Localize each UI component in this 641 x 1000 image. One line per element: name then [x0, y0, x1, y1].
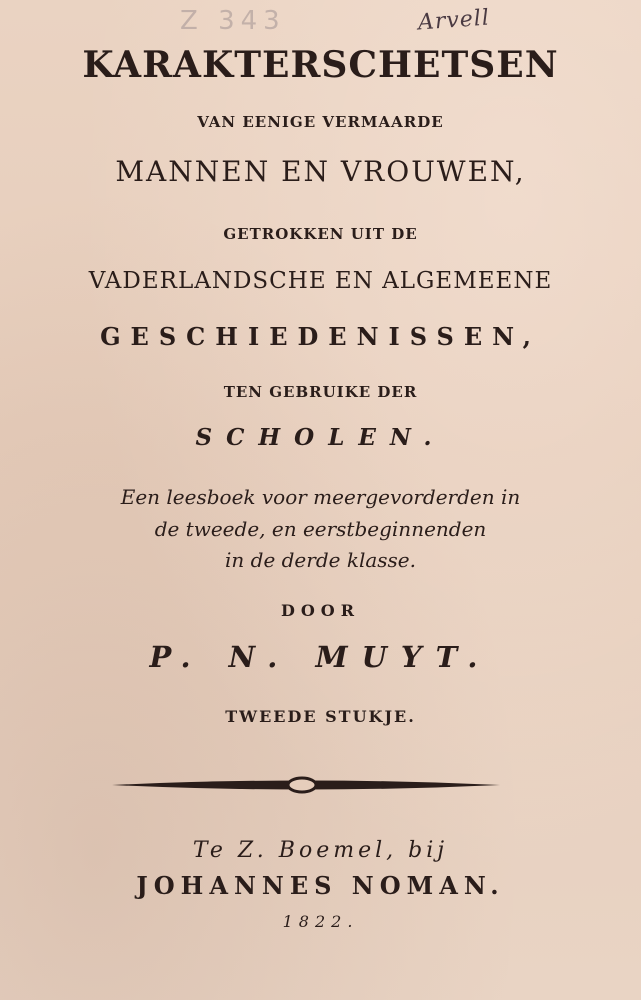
shelf-mark: Z 343 — [180, 6, 286, 36]
ownership-signature: Arvell — [417, 5, 491, 36]
book-title: KARAKTERSCHETSEN — [82, 44, 559, 86]
ornamental-rule — [110, 772, 502, 798]
volume-label: TWEEDE STUKJE. — [225, 707, 416, 726]
title-line-5: VADERLANDSCHE EN ALGEMEENE — [88, 268, 553, 294]
by-label: DOOR — [280, 601, 361, 620]
imprint-year: 1822. — [282, 912, 359, 931]
subtitle-line-1: Een leesboek voor meergevorderden in — [120, 485, 521, 509]
subtitle-line-3: in de derde klasse. — [225, 548, 416, 572]
author-name: P. N. MUYT. — [149, 640, 492, 674]
title-line-6: GESCHIEDENISSEN, — [100, 322, 541, 351]
title-line-3: MANNEN EN VROUWEN, — [115, 155, 526, 188]
imprint-publisher: JOHANNES NOMAN. — [136, 871, 505, 900]
title-line-7: TEN GEBRUIKE DER — [223, 383, 418, 401]
title-line-4: GETROKKEN UIT DE — [223, 225, 418, 243]
title-line-2: VAN EENIGE VERMAARDE — [197, 113, 444, 131]
subtitle-line-2: de tweede, en eerstbeginnenden — [154, 517, 487, 541]
title-line-8: SCHOLEN. — [195, 424, 446, 451]
imprint-place: Te Z. Boemel, bij — [192, 838, 449, 863]
